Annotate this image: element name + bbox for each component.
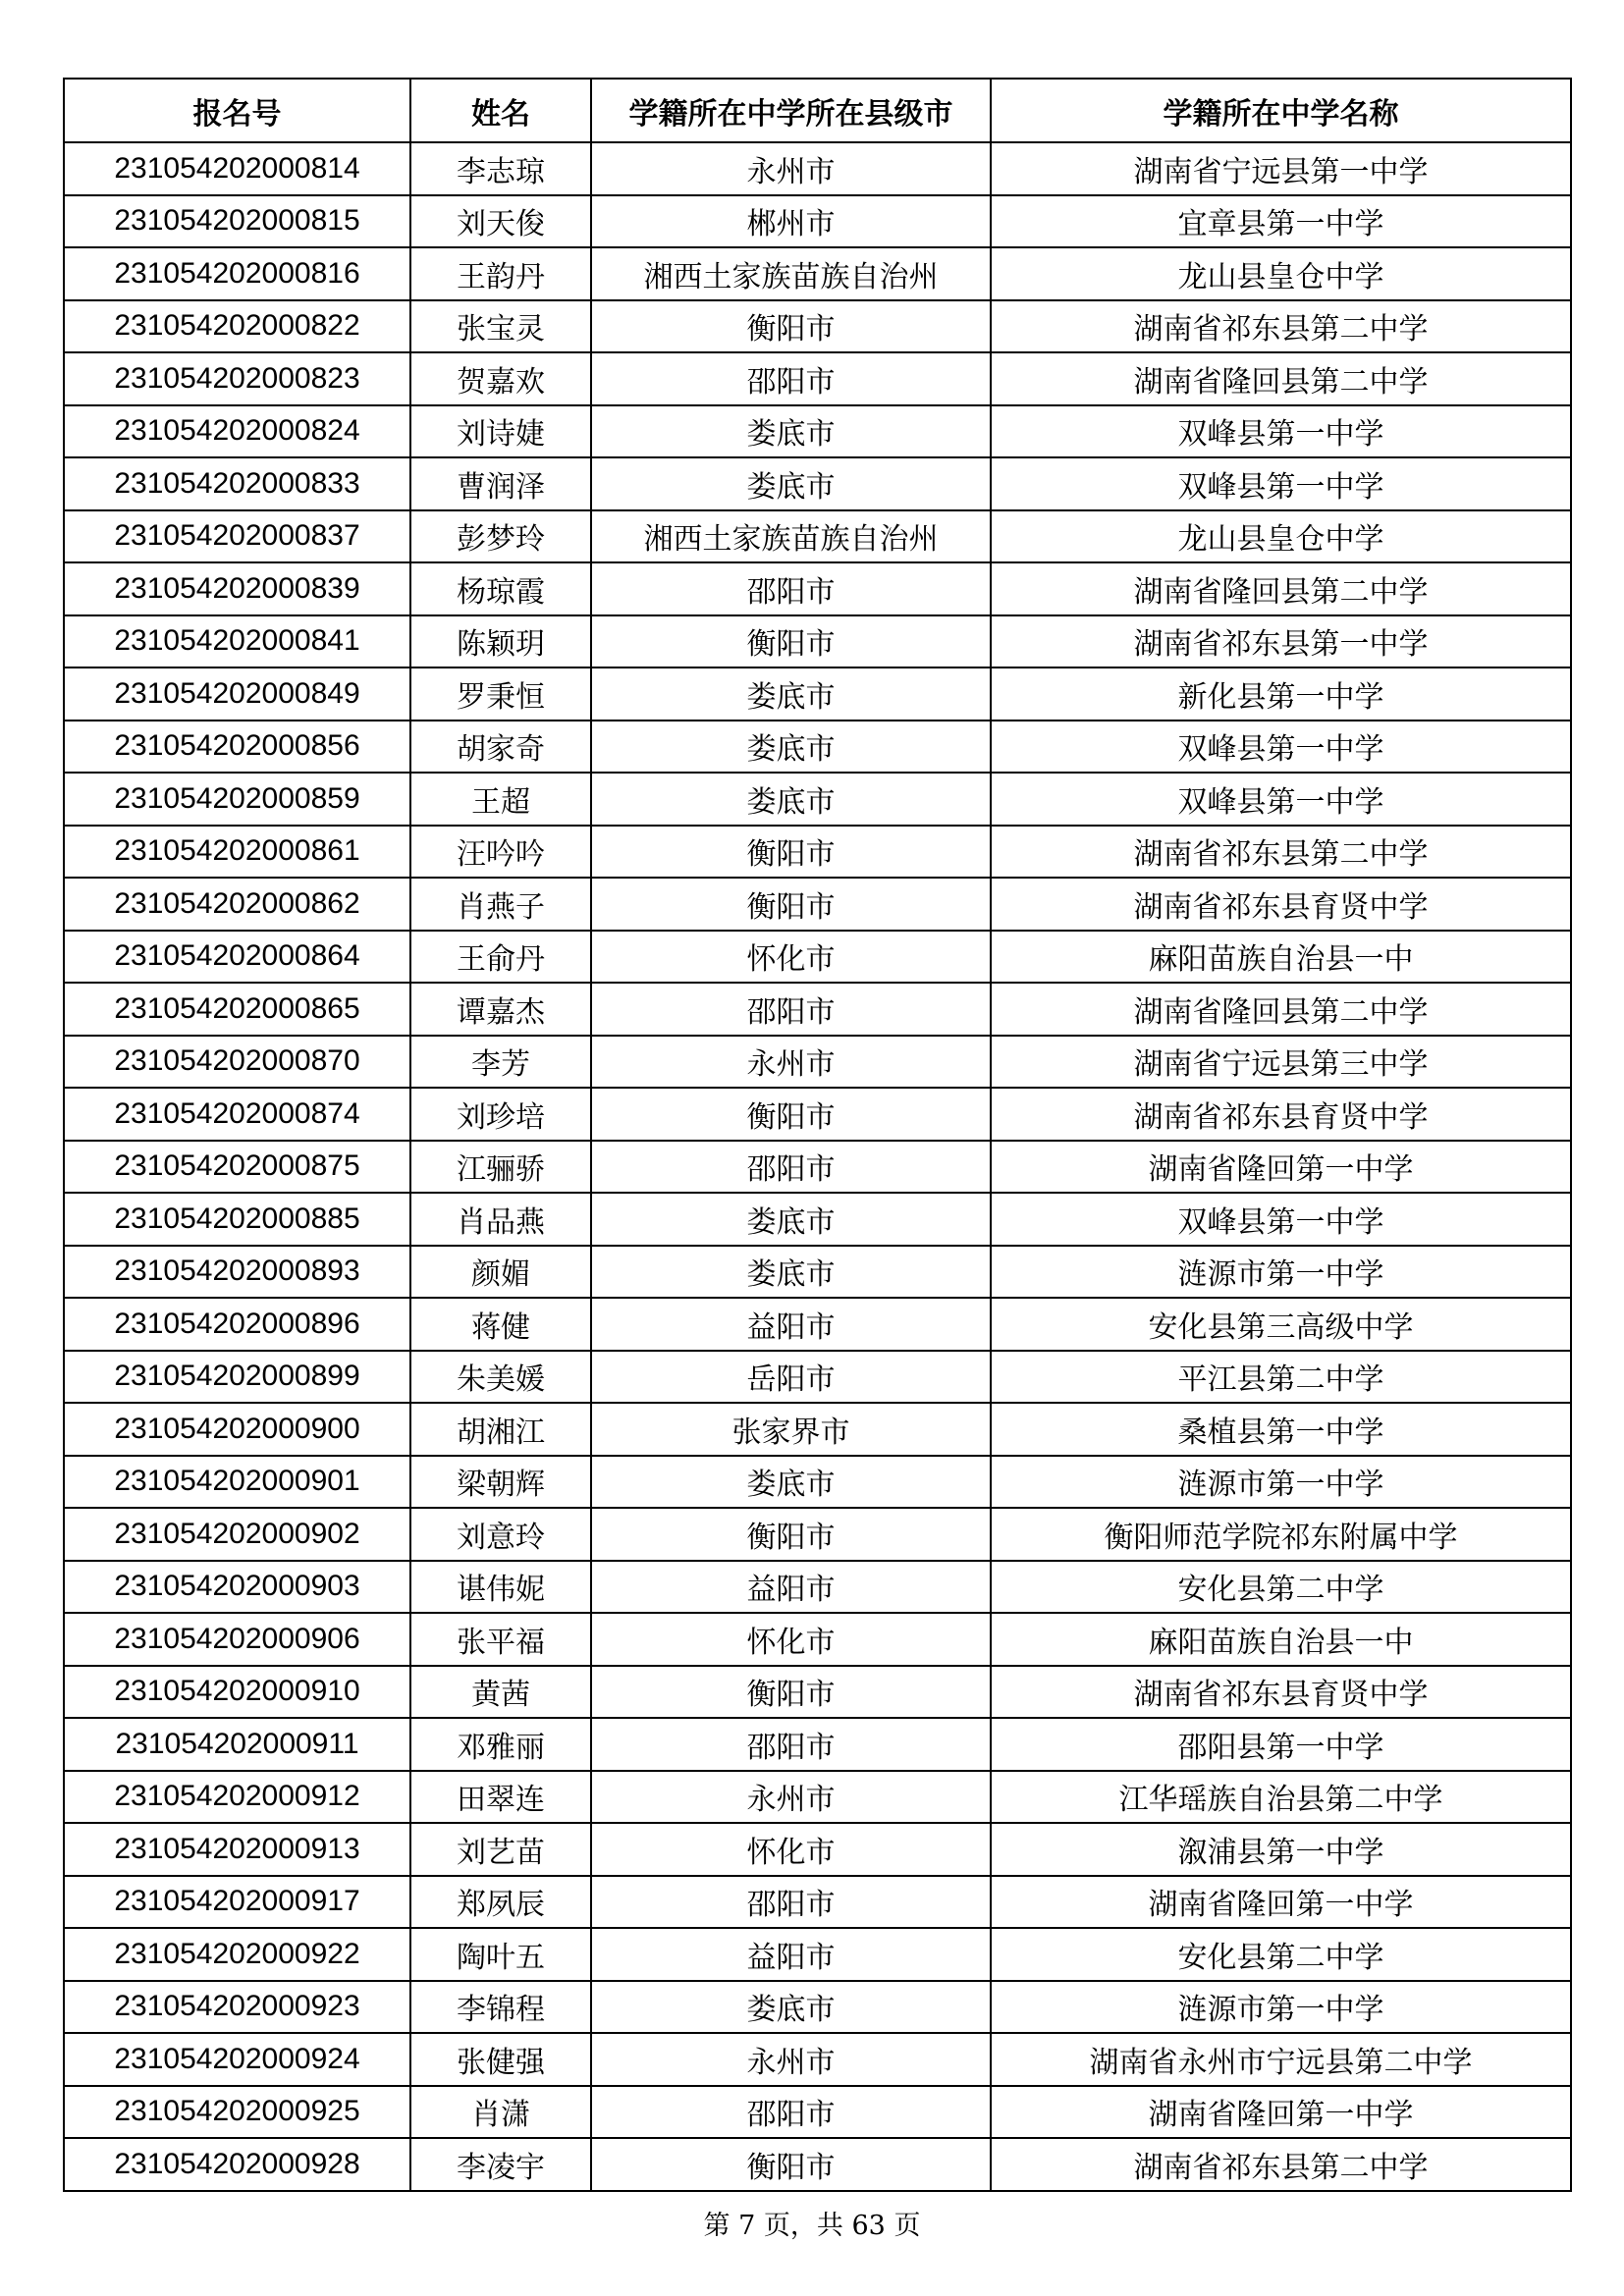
table-row	[64, 1246, 1571, 1299]
cell-school-city: 益阳市	[591, 1561, 991, 1614]
cell-name: 邓雅丽	[410, 1718, 591, 1771]
cell-registration-number: 231054202000903	[64, 1561, 410, 1614]
table-row	[64, 1088, 1571, 1141]
cell-school-name: 双峰县第一中学	[991, 773, 1571, 826]
cell-registration-number: 231054202000896	[64, 1298, 410, 1351]
cell-name: 陈颖玥	[410, 615, 591, 668]
cell-school-city: 湘西土家族苗族自治州	[591, 247, 991, 300]
cell-registration-number: 231054202000837	[64, 510, 410, 563]
cell-school-city: 湘西土家族苗族自治州	[591, 510, 991, 563]
cell-school-city: 娄底市	[591, 1193, 991, 1246]
cell-school-city: 娄底市	[591, 1981, 991, 2034]
table-row	[64, 2086, 1571, 2139]
table-body	[64, 142, 1571, 2191]
cell-name: 王韵丹	[410, 247, 591, 300]
cell-school-name: 麻阳苗族自治县一中	[991, 1613, 1571, 1666]
table-row	[64, 1351, 1571, 1404]
cell-name: 汪吟吟	[410, 826, 591, 879]
cell-school-name: 双峰县第一中学	[991, 721, 1571, 774]
cell-name: 杨琼霞	[410, 562, 591, 615]
cell-name: 李芳	[410, 1036, 591, 1089]
table-row	[64, 1771, 1571, 1824]
cell-name: 张健强	[410, 2033, 591, 2086]
student-list-table	[63, 78, 1572, 2192]
table-row	[64, 1561, 1571, 1614]
cell-name: 肖品燕	[410, 1193, 591, 1246]
header-school-name: 学籍所在中学名称	[991, 79, 1571, 142]
cell-registration-number: 231054202000815	[64, 195, 410, 248]
cell-school-name: 湖南省祁东县育贤中学	[991, 1088, 1571, 1141]
table-row	[64, 826, 1571, 879]
footer-middle: 页，共	[763, 2211, 843, 2241]
cell-registration-number: 231054202000839	[64, 562, 410, 615]
page-footer	[0, 2204, 1624, 2242]
table-row	[64, 1823, 1571, 1876]
cell-name: 彭梦玲	[410, 510, 591, 563]
table-row	[64, 2033, 1571, 2086]
table-row	[64, 1613, 1571, 1666]
header-school-city: 学籍所在中学所在县级市	[591, 79, 991, 142]
cell-school-city: 张家界市	[591, 1403, 991, 1456]
footer-page-number: 7	[738, 2211, 756, 2241]
cell-name: 谌伟妮	[410, 1561, 591, 1614]
cell-school-city: 邵阳市	[591, 352, 991, 405]
cell-registration-number: 231054202000901	[64, 1456, 410, 1509]
cell-school-city: 衡阳市	[591, 1088, 991, 1141]
cell-school-city: 娄底市	[591, 667, 991, 721]
cell-name: 王俞丹	[410, 931, 591, 984]
cell-school-city: 邵阳市	[591, 1876, 991, 1929]
cell-school-name: 宜章县第一中学	[991, 195, 1571, 248]
cell-name: 张平福	[410, 1613, 591, 1666]
cell-name: 刘天俊	[410, 195, 591, 248]
cell-school-city: 怀化市	[591, 1823, 991, 1876]
cell-school-name: 湖南省祁东县育贤中学	[991, 1666, 1571, 1719]
cell-registration-number: 231054202000900	[64, 1403, 410, 1456]
cell-name: 江骊骄	[410, 1141, 591, 1194]
cell-registration-number: 231054202000824	[64, 405, 410, 458]
table-row	[64, 2138, 1571, 2191]
table-row	[64, 562, 1571, 615]
table-row	[64, 352, 1571, 405]
cell-name: 郑夙辰	[410, 1876, 591, 1929]
table-row	[64, 195, 1571, 248]
footer-total-pages: 63	[851, 2211, 886, 2241]
cell-registration-number: 231054202000833	[64, 457, 410, 510]
table-row	[64, 300, 1571, 353]
cell-school-name: 桑植县第一中学	[991, 1403, 1571, 1456]
table-row	[64, 1981, 1571, 2034]
cell-registration-number: 231054202000841	[64, 615, 410, 668]
cell-name: 曹润泽	[410, 457, 591, 510]
cell-registration-number: 231054202000928	[64, 2138, 410, 2191]
cell-school-name: 龙山县皇仓中学	[991, 510, 1571, 563]
cell-name: 张宝灵	[410, 300, 591, 353]
cell-name: 梁朝辉	[410, 1456, 591, 1509]
cell-registration-number: 231054202000864	[64, 931, 410, 984]
cell-registration-number: 231054202000874	[64, 1088, 410, 1141]
cell-school-city: 娄底市	[591, 1246, 991, 1299]
cell-registration-number: 231054202000859	[64, 773, 410, 826]
cell-school-name: 湖南省祁东县第二中学	[991, 826, 1571, 879]
cell-school-city: 益阳市	[591, 1298, 991, 1351]
cell-registration-number: 231054202000823	[64, 352, 410, 405]
cell-registration-number: 231054202000902	[64, 1508, 410, 1561]
cell-school-name: 双峰县第一中学	[991, 405, 1571, 458]
cell-school-name: 湖南省祁东县第一中学	[991, 615, 1571, 668]
cell-name: 李锦程	[410, 1981, 591, 2034]
cell-registration-number: 231054202000861	[64, 826, 410, 879]
footer-suffix: 页	[893, 2211, 921, 2241]
cell-school-city: 娄底市	[591, 405, 991, 458]
cell-school-name: 安化县第二中学	[991, 1928, 1571, 1981]
cell-school-city: 衡阳市	[591, 1508, 991, 1561]
cell-school-city: 怀化市	[591, 1613, 991, 1666]
cell-name: 刘诗婕	[410, 405, 591, 458]
table-row	[64, 1298, 1571, 1351]
table-row	[64, 1456, 1571, 1509]
cell-school-city: 衡阳市	[591, 826, 991, 879]
cell-school-city: 邵阳市	[591, 562, 991, 615]
cell-school-name: 湖南省宁远县第一中学	[991, 142, 1571, 195]
cell-school-name: 安化县第三高级中学	[991, 1298, 1571, 1351]
table-row	[64, 510, 1571, 563]
cell-registration-number: 231054202000917	[64, 1876, 410, 1929]
cell-school-name: 湖南省隆回第一中学	[991, 1141, 1571, 1194]
cell-registration-number: 231054202000875	[64, 1141, 410, 1194]
cell-school-name: 湖南省隆回县第二中学	[991, 562, 1571, 615]
table-row	[64, 405, 1571, 458]
table-row	[64, 931, 1571, 984]
cell-registration-number: 231054202000910	[64, 1666, 410, 1719]
table-row	[64, 615, 1571, 668]
cell-registration-number: 231054202000822	[64, 300, 410, 353]
cell-school-city: 衡阳市	[591, 2138, 991, 2191]
cell-school-city: 衡阳市	[591, 300, 991, 353]
cell-school-name: 湖南省隆回县第二中学	[991, 983, 1571, 1036]
table-header	[64, 79, 1571, 142]
table-row	[64, 1928, 1571, 1981]
table-row	[64, 983, 1571, 1036]
cell-name: 田翠连	[410, 1771, 591, 1824]
cell-school-name: 安化县第二中学	[991, 1561, 1571, 1614]
cell-school-name: 新化县第一中学	[991, 667, 1571, 721]
cell-registration-number: 231054202000865	[64, 983, 410, 1036]
cell-registration-number: 231054202000816	[64, 247, 410, 300]
cell-school-name: 双峰县第一中学	[991, 1193, 1571, 1246]
cell-school-city: 娄底市	[591, 457, 991, 510]
cell-name: 罗秉恒	[410, 667, 591, 721]
cell-name: 肖潇	[410, 2086, 591, 2139]
cell-school-city: 郴州市	[591, 195, 991, 248]
cell-registration-number: 231054202000925	[64, 2086, 410, 2139]
table-row	[64, 1141, 1571, 1194]
header-row	[64, 79, 1571, 142]
table-row	[64, 142, 1571, 195]
cell-school-city: 永州市	[591, 2033, 991, 2086]
header-registration-number: 报名号	[64, 79, 410, 142]
cell-name: 胡家奇	[410, 721, 591, 774]
table-row	[64, 773, 1571, 826]
table-row	[64, 1193, 1571, 1246]
table-row	[64, 247, 1571, 300]
cell-registration-number: 231054202000924	[64, 2033, 410, 2086]
cell-school-city: 邵阳市	[591, 1718, 991, 1771]
cell-school-name: 邵阳县第一中学	[991, 1718, 1571, 1771]
cell-registration-number: 231054202000923	[64, 1981, 410, 2034]
cell-registration-number: 231054202000912	[64, 1771, 410, 1824]
cell-name: 陶叶五	[410, 1928, 591, 1981]
cell-school-name: 涟源市第一中学	[991, 1981, 1571, 2034]
cell-school-name: 双峰县第一中学	[991, 457, 1571, 510]
cell-school-name: 溆浦县第一中学	[991, 1823, 1571, 1876]
cell-school-name: 龙山县皇仓中学	[991, 247, 1571, 300]
cell-name: 刘艺苗	[410, 1823, 591, 1876]
cell-registration-number: 231054202000906	[64, 1613, 410, 1666]
cell-registration-number: 231054202000814	[64, 142, 410, 195]
cell-school-city: 永州市	[591, 1036, 991, 1089]
table-row	[64, 721, 1571, 774]
cell-school-city: 永州市	[591, 142, 991, 195]
cell-school-name: 衡阳师范学院祁东附属中学	[991, 1508, 1571, 1561]
cell-registration-number: 231054202000856	[64, 721, 410, 774]
table-row	[64, 1508, 1571, 1561]
cell-name: 颜媚	[410, 1246, 591, 1299]
cell-school-name: 湖南省祁东县第二中学	[991, 2138, 1571, 2191]
table-row	[64, 1718, 1571, 1771]
cell-school-name: 湖南省隆回第一中学	[991, 2086, 1571, 2139]
cell-name: 谭嘉杰	[410, 983, 591, 1036]
cell-name: 朱美媛	[410, 1351, 591, 1404]
cell-school-city: 娄底市	[591, 721, 991, 774]
cell-school-name: 湖南省祁东县育贤中学	[991, 878, 1571, 931]
cell-school-city: 永州市	[591, 1771, 991, 1824]
cell-name: 黄茜	[410, 1666, 591, 1719]
cell-registration-number: 231054202000862	[64, 878, 410, 931]
cell-school-name: 湖南省祁东县第二中学	[991, 300, 1571, 353]
cell-school-city: 怀化市	[591, 931, 991, 984]
cell-school-city: 衡阳市	[591, 615, 991, 668]
cell-school-city: 衡阳市	[591, 1666, 991, 1719]
cell-school-city: 益阳市	[591, 1928, 991, 1981]
cell-school-name: 湖南省隆回第一中学	[991, 1876, 1571, 1929]
table-row	[64, 457, 1571, 510]
cell-registration-number: 231054202000899	[64, 1351, 410, 1404]
footer-prefix: 第	[703, 2211, 731, 2241]
cell-school-name: 涟源市第一中学	[991, 1456, 1571, 1509]
table-row	[64, 667, 1571, 721]
cell-registration-number: 231054202000922	[64, 1928, 410, 1981]
table-row	[64, 878, 1571, 931]
cell-school-name: 涟源市第一中学	[991, 1246, 1571, 1299]
cell-name: 李凌宇	[410, 2138, 591, 2191]
table-row	[64, 1036, 1571, 1089]
cell-name: 贺嘉欢	[410, 352, 591, 405]
cell-name: 刘珍培	[410, 1088, 591, 1141]
cell-school-name: 麻阳苗族自治县一中	[991, 931, 1571, 984]
cell-name: 刘意玲	[410, 1508, 591, 1561]
cell-registration-number: 231054202000849	[64, 667, 410, 721]
cell-school-city: 邵阳市	[591, 2086, 991, 2139]
cell-school-city: 岳阳市	[591, 1351, 991, 1404]
cell-school-city: 邵阳市	[591, 983, 991, 1036]
cell-name: 王超	[410, 773, 591, 826]
cell-name: 胡湘江	[410, 1403, 591, 1456]
cell-school-city: 衡阳市	[591, 878, 991, 931]
cell-name: 肖燕子	[410, 878, 591, 931]
cell-school-name: 江华瑶族自治县第二中学	[991, 1771, 1571, 1824]
table-row	[64, 1403, 1571, 1456]
cell-school-name: 湖南省宁远县第三中学	[991, 1036, 1571, 1089]
cell-school-name: 湖南省永州市宁远县第二中学	[991, 2033, 1571, 2086]
cell-school-name: 平江县第二中学	[991, 1351, 1571, 1404]
cell-registration-number: 231054202000870	[64, 1036, 410, 1089]
cell-registration-number: 231054202000911	[64, 1718, 410, 1771]
table-row	[64, 1666, 1571, 1719]
cell-school-name: 湖南省隆回县第二中学	[991, 352, 1571, 405]
cell-school-city: 娄底市	[591, 773, 991, 826]
cell-name: 蒋健	[410, 1298, 591, 1351]
cell-registration-number: 231054202000913	[64, 1823, 410, 1876]
cell-name: 李志琼	[410, 142, 591, 195]
cell-school-city: 娄底市	[591, 1456, 991, 1509]
cell-registration-number: 231054202000893	[64, 1246, 410, 1299]
cell-school-city: 邵阳市	[591, 1141, 991, 1194]
table-row	[64, 1876, 1571, 1929]
header-name: 姓名	[410, 79, 591, 142]
cell-registration-number: 231054202000885	[64, 1193, 410, 1246]
